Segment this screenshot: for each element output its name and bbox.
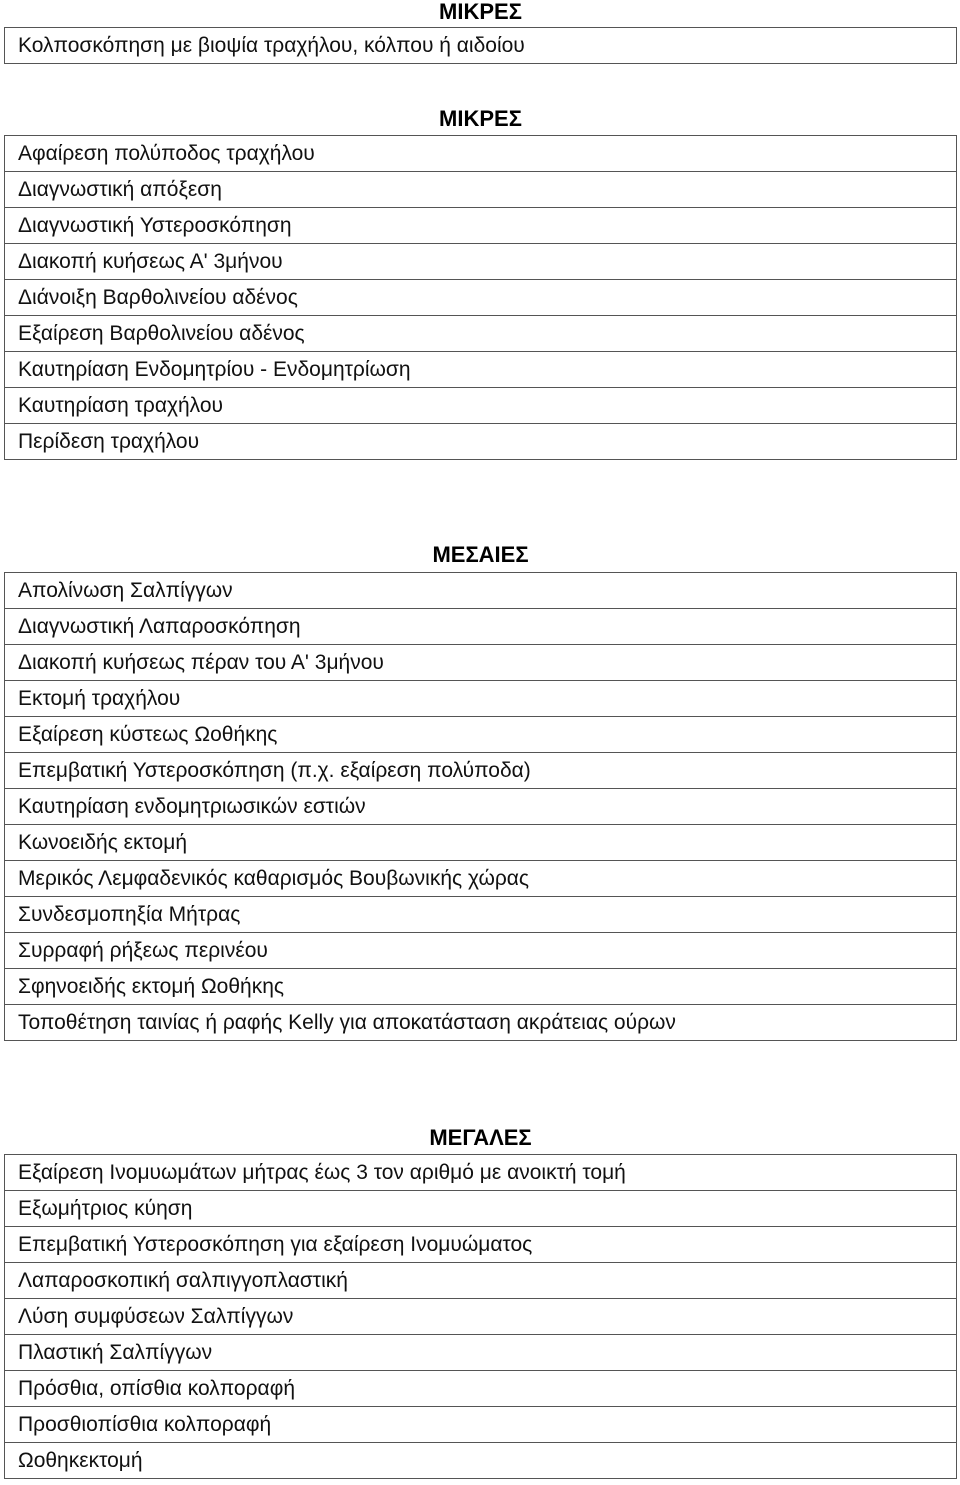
procedure-table <box>4 135 957 460</box>
section-heading: ΜΕΓΑΛΕΣ <box>429 1125 532 1150</box>
table-row: Κολποσκόπηση με βιοψία τραχήλου, κόλπου ή αιδοίου <box>18 34 525 57</box>
table-row: Συρραφή ρήξεως περινέου <box>5 932 956 968</box>
table-row: Περίδεση τραχήλου <box>5 423 956 459</box>
table-row: Απολίνωση Σαλπίγγων <box>18 579 233 602</box>
table-row: Διακοπή κυήσεως πέραν του Α' 3μήνου <box>5 644 956 680</box>
section-heading: ΜΙΚΡΕΣ <box>439 0 522 24</box>
table-row: Μερικός Λεμφαδενικός καθαρισμός Βουβωνικής χώρας <box>5 860 956 896</box>
table-row: Λύση συμφύσεων Σαλπίγγων <box>5 1298 956 1334</box>
table-row: Επεμβατική Υστεροσκόπηση (π.χ. εξαίρεση πολύποδα) <box>5 752 956 788</box>
table-row: Διαγνωστική απόξεση <box>5 171 956 207</box>
procedure-table <box>4 1154 957 1479</box>
table-row: Ωοθηκεκτομή <box>5 1442 956 1478</box>
table-row: Αφαίρεση πολύποδος τραχήλου <box>18 142 315 165</box>
table-row: Καυτηρίαση τραχήλου <box>5 387 956 423</box>
table-row: Συνδεσμοπηξία Μήτρας <box>5 896 956 932</box>
table-row: Καυτηρίαση ενδομητριωσικών εστιών <box>5 788 956 824</box>
section-heading: ΜΕΣΑΙΕΣ <box>432 542 529 567</box>
procedure-table <box>4 572 957 1041</box>
table-row: Διάνοιξη Βαρθολινείου αδένος <box>5 279 956 315</box>
procedure-table <box>4 27 957 64</box>
table-row: Διαγνωστική Υστεροσκόπηση <box>5 207 956 243</box>
table-row: Εξαίρεση Ινομυωμάτων μήτρας έως 3 τον αριθμό με ανοικτή τομή <box>18 1161 626 1184</box>
table-row: Τοποθέτηση ταινίας ή ραφής Kelly για αποκατάσταση ακράτειας ούρων <box>5 1004 956 1040</box>
section-heading: ΜΙΚΡΕΣ <box>439 106 522 131</box>
table-row: Πλαστική Σαλπίγγων <box>5 1334 956 1370</box>
table-row: Εξωμήτριος κύηση <box>5 1190 956 1226</box>
table-row: Πρόσθια, οπίσθια κολποραφή <box>5 1370 956 1406</box>
table-row: Διακοπή κυήσεως Α' 3μήνου <box>5 243 956 279</box>
table-row: Λαπαροσκοπική σαλπιγγοπλαστική <box>5 1262 956 1298</box>
table-row: Εξαίρεση Βαρθολινείου αδένος <box>5 315 956 351</box>
table-row: Καυτηρίαση Ενδομητρίου - Ενδομητρίωση <box>5 351 956 387</box>
table-row: Προσθιοπίσθια κολποραφή <box>5 1406 956 1442</box>
table-row: Επεμβατική Υστεροσκόπηση για εξαίρεση Ινομυώματος <box>5 1226 956 1262</box>
table-row: Εξαίρεση κύστεως Ωοθήκης <box>5 716 956 752</box>
table-row: Σφηνοειδής εκτομή Ωοθήκης <box>5 968 956 1004</box>
table-row: Διαγνωστική Λαπαροσκόπηση <box>5 608 956 644</box>
table-row: Κωνοειδής εκτομή <box>5 824 956 860</box>
table-row: Εκτομή τραχήλου <box>5 680 956 716</box>
